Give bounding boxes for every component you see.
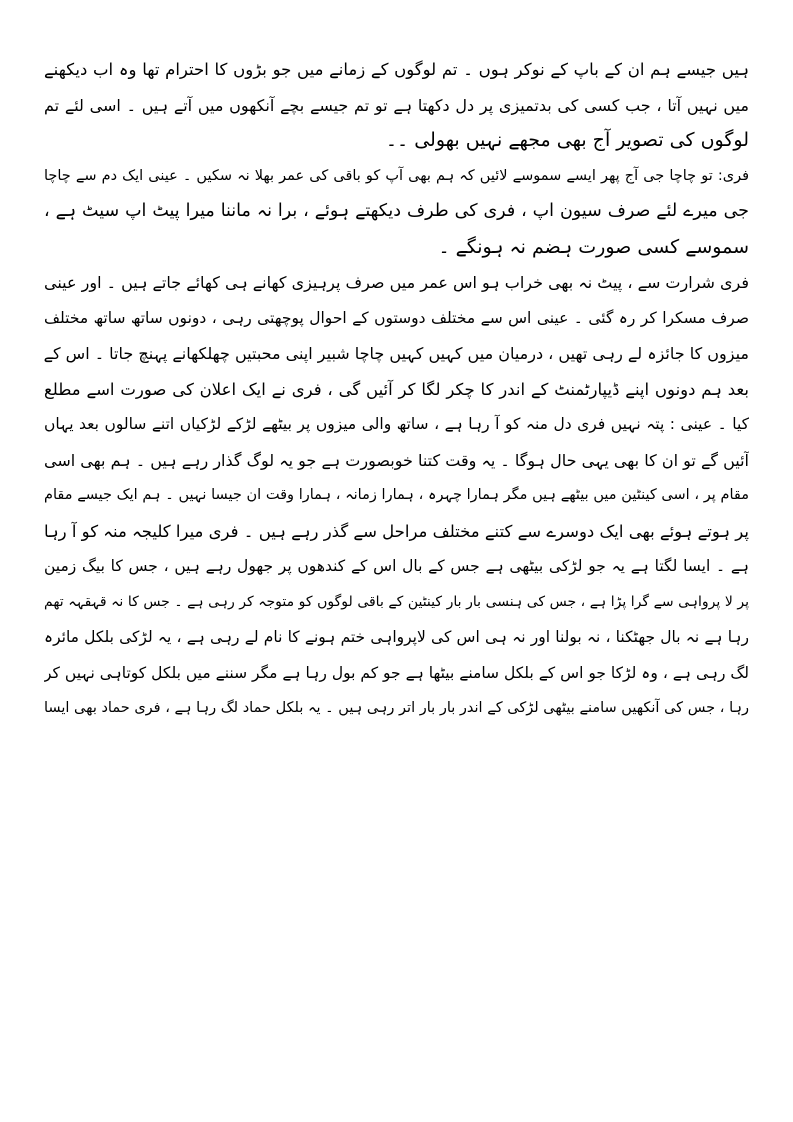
text-line: پر لا پرواہی سے گرا پڑا ہے ، جس کی ہنسی بار بار کینٹین کے باقی لوگوں کو متوجہ کر رہی ہے ۔ جس کا نہ قہقہہ تھم [44, 593, 749, 610]
text-line: رہا ہے نہ بال جھٹکنا ، نہ بولنا اور نہ ہی اس کی لاپرواہی ختم ہونے کا نام لے رہی ہے ، یہ لڑکی بلکل مائرہ [44, 628, 749, 646]
text-line: بعد ہم دونوں اپنے ڈیپارٹمنٹ کے اندر کا چکر لگا کر آئیں گی ، فری نے ایک اعلان کی صورت اسے مطلع [44, 379, 749, 399]
text-line: ہیں جیسے ہم ان کے باپ کے نوکر ہوں ۔ تم لوگوں کے زمانے میں جو بڑوں کا احترام تھا وہ اب دیکھنے [44, 60, 749, 79]
text-line: میں نہیں آتا ، جب کسی کی بدتمیزی پر دل دکھتا ہے تو تم جیسے بچے آنکھوں میں آتے ہیں ۔ اسی لئے تم [44, 95, 749, 115]
text-line: فری شرارت سے ، پیٹ نہ بھی خراب ہو اس عمر میں صرف پرہیزی کھانے ہی کھائے جاتے ہیں ۔ اور عینی [44, 273, 749, 292]
text-line: جی میرے لئے صرف سیون اپ ، فری کی طرف دیکھتے ہوئے ، برا نہ ماننا میرا پیٹ اپ سیٹ ہے ، [44, 201, 749, 221]
text-line: سموسے کسی صورت ہضم نہ ہونگے ۔ [438, 235, 749, 258]
text-line: رہا ، جس کی آنکھیں سامنے بیٹھی لڑکی کے اندر بار بار اتر رہی ہیں ۔ یہ بلکل حماد لگ رہا ہے ، فری حماد بھی ایسا [44, 700, 749, 716]
text-line: کیا ۔ عینی : پتہ نہیں فری دل منہ کو آ رہا ہے ، ساتھ والی میزوں پر بیٹھے لڑکے لڑکیاں اتنے سالوں بعد یہاں [44, 415, 749, 433]
text-line: لگ رہی ہے ، وہ لڑکا جو اس کے بلکل سامنے بیٹھا ہے جو کم بول رہا ہے مگر سننے میں بلکل کوتاہی نہیں کر [44, 663, 749, 682]
text-line: پر ہوتے ہوئے بھی ایک دوسرے سے کتنے مختلف مراحل سے گذر رہے ہیں ۔ فری میرا کلیجہ منہ کو آ رہا [44, 521, 749, 541]
text-line: فری: تو چاچا جی آج پھر ایسے سموسے لائیں کہ ہم بھی آپ کو باقی کی عمر بھلا نہ سکیں ۔ عینی ایک دم سے چاچا [44, 167, 749, 184]
text-line: صرف مسکرا کر رہ گئی ۔ عینی اس سے مختلف دوستوں کے احوال پوچھتی رہی ، دونوں ساتھ ساتھ مختلف [44, 308, 749, 327]
text-line: آئیں گے تو ان کا بھی یہی حال ہوگا ۔ یہ وقت کتنا خوبصورت ہے جو یہ لوگ گذار رہے ہیں ۔ ہم بھی اسی [44, 450, 749, 470]
text-line: مقام پر ، اسی کینٹین میں بیٹھے ہیں مگر ہمارا چہرہ ، ہمارا زمانہ ، ہمارا وقت ان جیسا نہیں ۔ ہم ایک جیسے مقام [44, 487, 749, 503]
text-line: لوگوں کی تصویر آج بھی مجھے نہیں بھولی ۔۔ [385, 129, 749, 151]
text-line: میزوں کا جائزہ لے رہی تھیں ، درمیان میں کہیں کہیں چاچا شبیر اپنی محبتیں چھلکھانے پہنچ جاتا ۔ اس کے [44, 344, 749, 363]
text-line: ہے ۔ ایسا لگتا ہے یہ جو لڑکی بیٹھی ہے جس کے بال اس کے کندھوں پر جھول رہے ہیں ، جس کا بیگ زمین [44, 557, 749, 575]
body-text [44, 52, 749, 727]
